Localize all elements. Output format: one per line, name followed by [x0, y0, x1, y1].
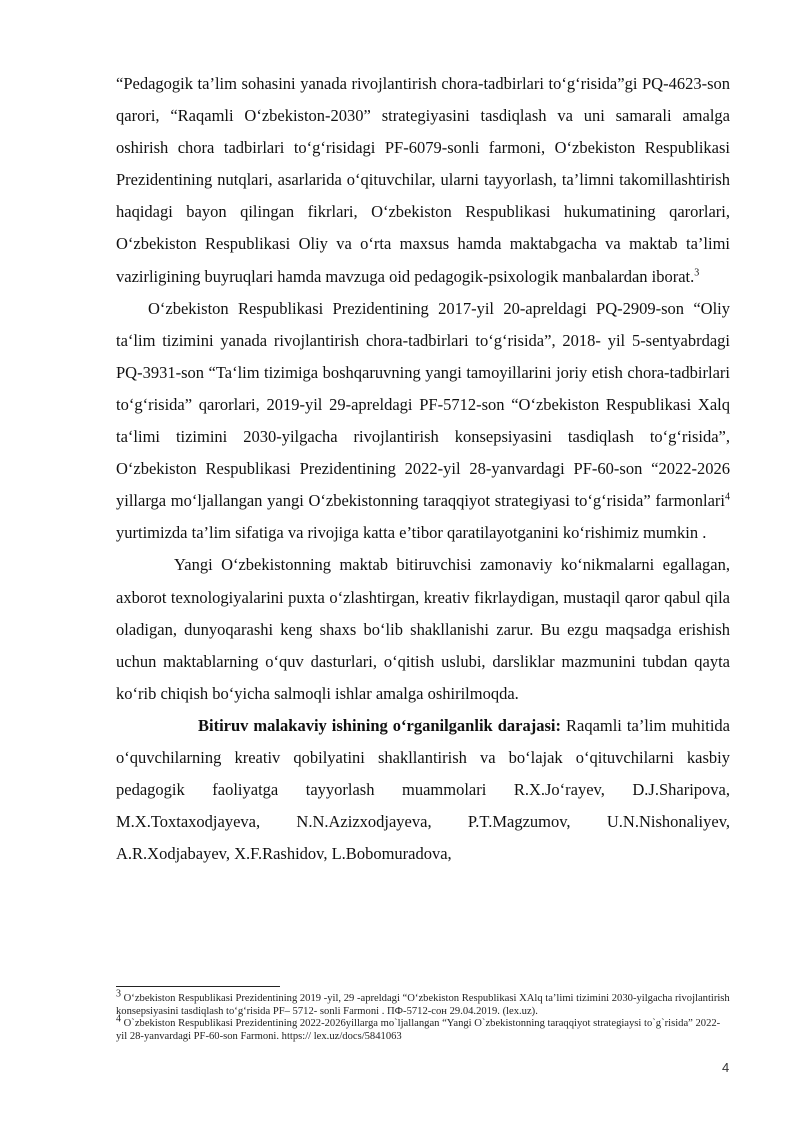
body-text [116, 68, 730, 870]
page-number: 4 [722, 1060, 730, 1075]
paragraph-1-text: “Pedagogik ta’lim sohasini yanada rivojlantirish chora-tadbirlari to‘g‘risida”gi PQ-4623-son qarori, “Raqamli O‘zbekiston-2030” strategiyasini tasdiqlash va uni samarali amalga oshirish chora tadbirlari to‘g‘risidagi PF-6079-sonli farmoni, O‘zbekiston Respublikasi Prezidentining nutqlari, asarlarida o‘qituvchilar, ularni tayyorlash, ta’limni takomillashtirish haqidagi bayon qilingan fikrlari, O‘zbekiston Respublikasi hukumatining qarorlari, O‘zbekiston Respublikasi Oliy va o‘rta maxsus hamda maktabgacha va maktab ta’limi vazirligining buyruqlari hamda mavzuga oid pedagogik-psixologik manbalardan iborat. [116, 74, 730, 286]
paragraph-4 [116, 710, 730, 870]
footnotes [116, 988, 730, 1043]
paragraph-2-text-before: O‘zbekiston Respublikasi Prezidentining 2017-yil 20-apreldagi PQ-2909-son “Oliy ta‘lim tizimini yanada rivojlantirish chora-tadbirlari to‘g‘risida”, 2018- yil 5-sentyabrdagi PQ-3931-son “Ta‘lim tizimiga boshqaruvning yangi tamoyillarini joriy etish chora-tadbirlari to‘g‘risida” qarorlari, 2019-yil 29-apreldagi PF-5712-son “O‘zbekiston Respublikasi Xalq ta‘limi tizimini 2030-yilgacha rivojlantirish konsepsiyasini tasdiqlash to‘g‘risida”, O‘zbekiston Respublikasi Prezidentining 2022-yil 28-yanvardagi PF-60-son “2022-2026 yillarga mo‘ljallangan yangi O‘zbekistonning taraqqiyot strategiyasi to‘g‘risida” farmonlari [116, 298, 730, 511]
paragraph-3-text: Yangi O‘zbekistonning maktab bitiruvchisi zamonaviy ko‘nikmalarni egallagan, axborot texnologiyalarini puxta o‘zlashtirgan, kreativ fikrlaydigan, mustaqil qaror qabul qila oladigan, dunyoqarashi keng shaxs bo‘lib shakllanishi zarur. Bu ezgu maqsadga erishish uchun maktablarning o‘quv dasturlari, o‘qitish uslubi, darsliklar mazmunini tubdan qayta ko‘rib chiqish bo‘yicha salmoqli ishlar amalga oshirilmoqda. [116, 555, 730, 703]
footnote-3-text: O‘zbekiston Respublikasi Prezidentining 2019 -yil, 29 -apreldagi “O‘zbekiston Respublikasi XAlq ta’limi tizimini 2030-yilgacha rivojlantirish konsepsiyasini tasdiqlash to‘g‘risida PF– 5712- sonli Farmoni . ПФ-5712-сон 29.04.2019. (lex.uz). [116, 993, 730, 1017]
footnote-4-text: O`zbekiston Respublikasi Prezidentining 2022-2026yillarga mo`ljallangan “Yangi O`zbekistonning taraqqiyot strategiaysi to`g`risida” 2022-yil 28-yanvardagi PF-60-son Farmoni. https:// lex.uz/docs/5841063 [116, 1018, 721, 1042]
section-heading-inline: Bitiruv malakaviy ishining o‘rganilganlik darajasi: [198, 715, 561, 735]
footnote-ref-3[interactable]: 3 [694, 267, 700, 279]
footnote-separator [116, 986, 280, 987]
paragraph-2 [116, 293, 730, 550]
paragraph-3 [116, 549, 730, 709]
footnote-ref-4[interactable]: 4 [725, 491, 730, 503]
footnote-3 [116, 988, 730, 1018]
paragraph-4-text: Raqamli ta’lim muhitida o‘quvchilarning kreativ qobilyatini shakllantirish va bo‘lajak o‘qituvchilarni kasbiy pedagogik faoliyatga tayyorlash muammolari R.X.Jo‘rayev, D.J.Sharipova, M.X.Toxtaxodjayeva, N.N.Azizxodjayeva, P.T.Magzumov, U.N.Nishonaliyev, A.R.Xodjabayev, X.F.Rashidov, L.Bobomuradova, [116, 715, 730, 864]
footnote-3-mark: 3 [116, 988, 121, 1000]
footnote-4-mark: 4 [116, 1013, 121, 1025]
paragraph-2-text-after: yurtimizda ta’lim sifatiga va rivojiga katta e’tibor qaratilayotganini ko‘rishimiz mumkin . [116, 523, 707, 543]
footnote-4 [116, 1013, 730, 1043]
paragraph-1 [116, 68, 730, 293]
